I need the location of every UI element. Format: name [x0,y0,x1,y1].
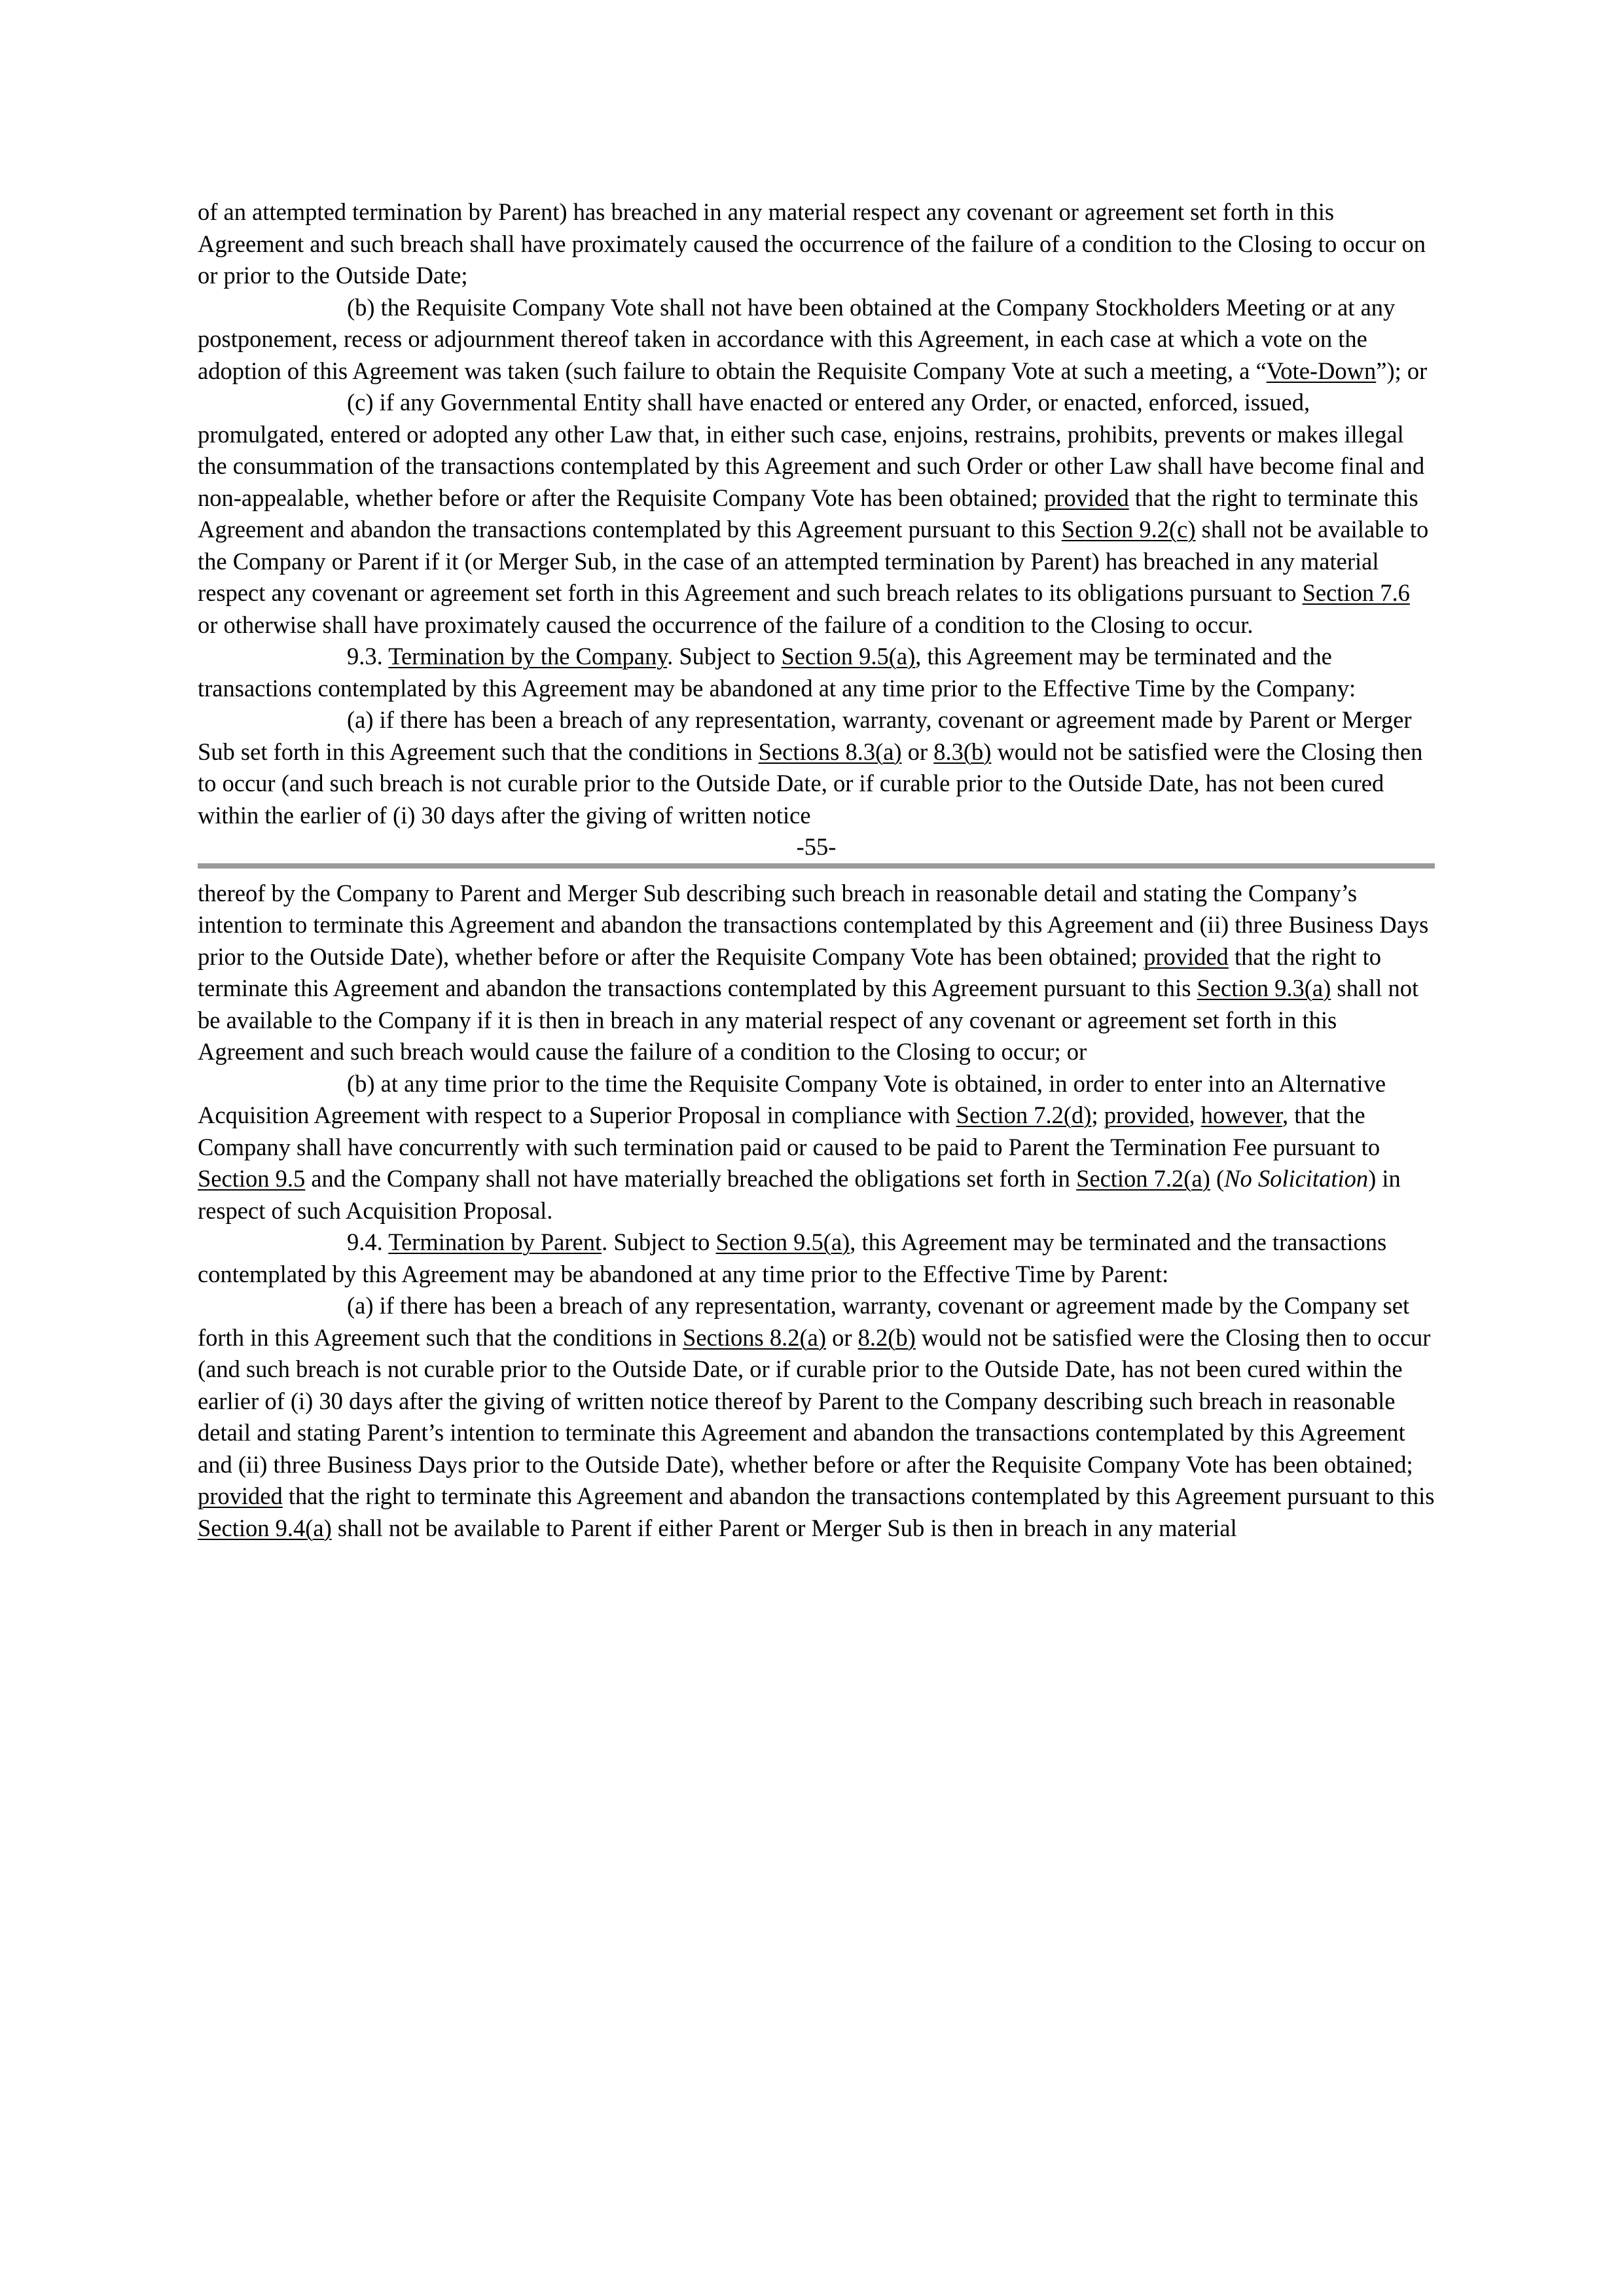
italic-term-no-solicitation: No Solicitation [1224,1165,1369,1192]
text-run: shall not be available to the Company if it is then in breach in any material respect of any covenant or agreement set forth in this Agreement and such breach would cause the failure of a condition to the Closing to occur; or [198,975,1419,1065]
page-56 [198,878,1435,1545]
paragraph-9-2-b [198,292,1435,387]
text-run: that the right to terminate this Agreement and abandon the transactions contemplated by this Agreement pursuant to this [198,484,1418,543]
text-run: (b) the Requisite Company Vote shall not have been obtained at the Company Stockholders Meeting or at any postponement, recess or adjournment thereof taken in accordance with this Agreement, in each case at which a vote on the adoption of this Agreement was taken (such failure to obtain the Requisite Company Vote at such a meeting, a “ [198,293,1396,384]
document-body [198,196,1435,1544]
text-run: that the right to terminate this Agreement and abandon the transactions contemplated by this Agreement pursuant to this [198,942,1381,1001]
paragraph-9-3-b [198,1068,1435,1227]
text-run: thereof by the Company to Parent and Merger Sub describing such breach in reasonable detail and stating the Company’s intention to terminate this Agreement and abandon the transactions contemplated by this Agreement and (ii) three Business Days prior to the Outside Date), whether before or after the Requisite Company Vote has been obtained; [198,879,1429,970]
section-reference-9-5-a: Section 9.5(a) [715,1229,850,1255]
page-55 [198,196,1435,863]
text-run: (b) at any time prior to the time the Requisite Company Vote is obtained, in order to enter into an Alternative Acquisition Agreement with respect to a Superior Proposal in compliance with [198,1069,1386,1128]
section-reference-9-4-a: Section 9.4(a) [198,1514,332,1541]
text-run: , this Agreement may be terminated and the transactions contemplated by this Agreement may be abandoned at any time prior to the Effective Time by Parent: [198,1229,1387,1287]
text-run: or [901,738,934,765]
section-9-4-heading [198,1227,1435,1290]
section-reference-8-2-a: Sections 8.2(a) [683,1323,826,1351]
section-reference-9-5-a: Section 9.5(a) [781,643,916,670]
paragraph-9-3-a-continuation [198,878,1435,1068]
proviso-term: provided [198,1482,283,1509]
text-run: that the right to terminate this Agreement and abandon the transactions contemplated by this Agreement pursuant to this [282,1482,1435,1509]
text-run: would not be satisfied were the Closing then to occur (and such breach is not curable prior to the Outside Date, or if curable prior to the Outside Date, has not been cured within the earlier of (i) 30 days after the giving of written notice [198,738,1423,829]
section-reference-8-2-b: 8.2(b) [857,1323,916,1351]
text-run: shall not be available to the Company or Parent if it (or Merger Sub, in the case of an attempted termination by Parent) has breached in any material respect any covenant or agreement set forth in this Agreement and such breach relates to its obligations pursuant to [198,516,1429,606]
page-divider [198,863,1435,869]
proviso-term: provided [1043,484,1129,511]
text-run: , this Agreement may be terminated and the transactions contemplated by this Agreement may be abandoned at any time prior to the Effective Time by the Company: [198,643,1356,702]
section-title: Termination by Parent [388,1229,602,1255]
defined-term-vote-down: Vote-Down [1266,357,1377,384]
section-title: Termination by the Company [388,643,668,670]
paragraph-9-2-c [198,387,1435,641]
section-reference-8-3-a: Sections 8.3(a) [758,738,902,765]
section-reference-9-3-a: Section 9.3(a) [1197,975,1331,1001]
text-run: ”); or [1376,357,1428,384]
text-run: or [826,1323,858,1351]
text-run: ( [1210,1165,1225,1192]
text-run: , that the Company shall have concurrently with such termination paid or caused to be paid to Parent the Termination Fee pursuant to [198,1102,1380,1160]
text-run: ; [1091,1102,1104,1128]
section-reference-7-2-a: Section 7.2(a) [1076,1165,1210,1192]
section-number: 9.4. [347,1229,389,1255]
section-reference-9-2-c: Section 9.2(c) [1061,516,1196,543]
proviso-term: provided [1104,1102,1189,1128]
section-reference-9-5: Section 9.5 [198,1165,306,1192]
text-run: . Subject to [667,643,782,670]
paragraph-9-2-b-continuation: of an attempted termination by Parent) has breached in any material respect any covenant or agreement set forth in this Agreement and such breach shall have proximately caused the occurrence of the failure of a condition to the Closing to occur on or prior to the Outside Date; [198,198,1426,289]
text-run: ) in respect of such Acquisition Proposal. [198,1165,1401,1224]
proviso-term: provided [1144,942,1229,970]
paragraph-9-4-a [198,1290,1435,1544]
text-run: or otherwise shall have proximately caused the occurrence of the failure of a condition to the Closing to occur. [198,611,1254,638]
text-run: , [1189,1102,1201,1128]
section-reference-7-6: Section 7.6 [1302,579,1410,606]
paragraph-9-3-a [198,704,1435,831]
text-run: (a) if there has been a breach of any representation, warranty, covenant or agreement made by Parent or Merger Sub set forth in this Agreement such that the conditions in [198,706,1412,765]
text-run: . Subject to [602,1229,716,1255]
text-run: would not be satisfied were the Closing then to occur (and such breach is not curable prior to the Outside Date, or if curable prior to the Outside Date, has not been cured within the earlier of (i) 30 days after the giving of written notice thereof by Parent to the Company describing such breach in reasonable detail and stating Parent’s intention to terminate this Agreement and abandon the transactions contemplated by this Agreement and (ii) three Business Days prior to the Outside Date), whether before or after the Requisite Company Vote has been obtained; [198,1323,1431,1478]
text-run: and the Company shall not have materially breached the obligations set forth in [305,1165,1077,1192]
text-run: (a) if there has been a breach of any representation, warranty, covenant or agreement made by the Company set forth in this Agreement such that the conditions in [198,1292,1410,1351]
text-run: shall not be available to Parent if either Parent or Merger Sub is then in breach in any material [331,1514,1237,1541]
however-term: however [1200,1102,1282,1128]
text-run: (c) if any Governmental Entity shall have enacted or entered any Order, or enacted, enforced, issued, promulgated, entered or adopted any other Law that, in either such case, enjoins, restrains, prohibits, prevents or makes illegal the consummation of the transactions contemplated by this Agreement and such Order or other Law shall have become final and non-appealable, whether before or after the Requisite Company Vote has been obtained; [198,389,1425,511]
section-reference-7-2-d: Section 7.2(d) [956,1102,1092,1128]
section-9-3-heading [198,641,1435,704]
page-number: -55- [796,833,837,860]
section-reference-8-3-b: 8.3(b) [933,738,992,765]
section-number: 9.3. [347,643,389,670]
